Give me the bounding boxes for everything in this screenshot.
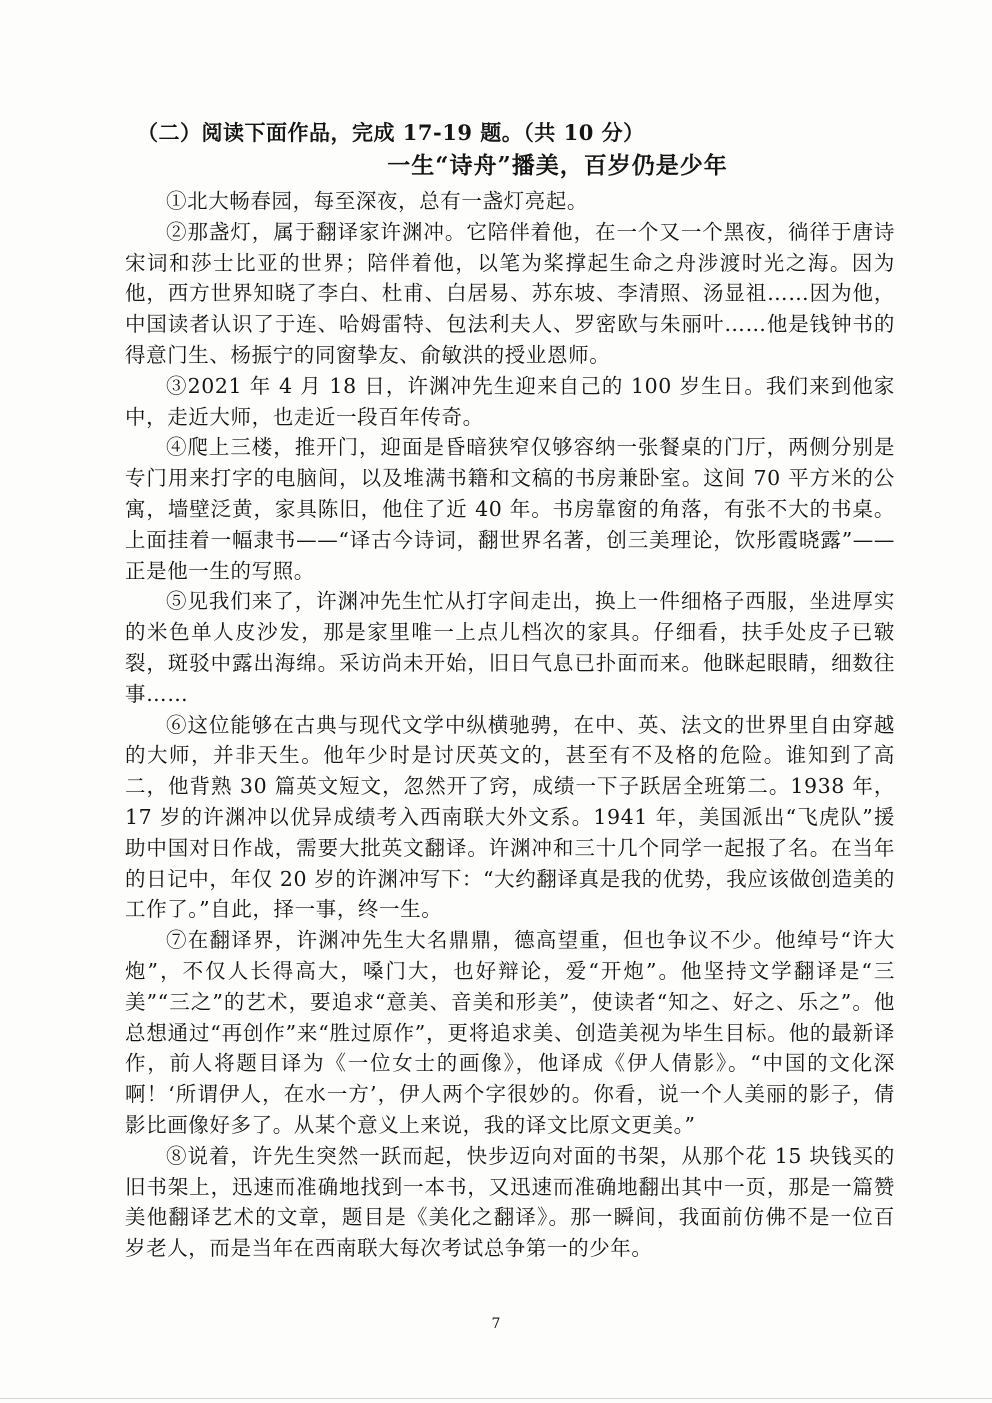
paragraph-5: ⑤见我们来了，许渊冲先生忙从打字间走出，换上一件细格子西服，坐进厚实的米色单人皮沙发，那是家里唯一上点儿档次的家具。仔细看，扶手处皮子已皲裂，斑驳中露出海绵。采访尚未开始，旧日气息已扑面而来。他眯起眼睛，细数往事…… <box>125 589 895 706</box>
paragraph-2: ②那盏灯，属于翻译家许渊冲。它陪伴着他，在一个又一个黑夜，徜徉于唐诗宋词和莎士比亚的世界；陪伴着他，以笔为桨撑起生命之舟涉渡时光之海。因为他，西方世界知晓了李白、杜甫、白居易、苏东坡、李清照、汤显祖……因为他，中国读者认识了于连、哈姆雷特、包法利夫人、罗密欧与朱丽叶……他是钱钟书的得意门生、杨振宁的同窗挚友、俞敏洪的授业恩师。 <box>125 219 895 367</box>
paragraph-4: ④爬上三楼，推开门，迎面是昏暗狭窄仅够容纳一张餐桌的门厅，两侧分别是专门用来打字的电脑间，以及堆满书籍和文稿的书房兼卧室。这间 70 平方米的公寓，墙壁泛黄，家具陈旧，他住了近 40 年。书房靠窗的角落，有张不大的书桌。上面挂着一幅隶书——“译古今诗词，翻世界名著，创三美理论，饮彤霞晓露”——正是他一生的写照。 <box>125 435 895 583</box>
page-number: 7 <box>491 1316 501 1332</box>
reading-section <box>125 118 895 1264</box>
paragraph-3: ③2021 年 4 月 18 日，许渊冲先生迎来自己的 100 岁生日。我们来到他家中，走近大师，也走近一段百年传奇。 <box>125 373 895 429</box>
paragraph-7: ⑦在翻译界，许渊冲先生大名鼎鼎，德高望重，但也争议不少。他绰号“许大炮”，不仅人长得高大，嗓门大，也好辩论，爱“开炮”。他坚持文学翻译是“三美”“三之”的艺术，要追求“意美、音美和形美”，使读者“知之、好之、乐之”。他总想通过“再创作”来“胜过原作”，更将追求美、创造美视为毕生目标。他的最新译作，前人将题目译为《一位女士的画像》，他译成《伊人倩影》。“中国的文化深啊！‘所谓伊人，在水一方’，伊人两个字很妙的。你看，说一个人美丽的影子，倩影比画像好多了。从某个意义上来说，我的译文比原文更美。” <box>125 928 895 1137</box>
paragraph-1: ①北大畅春园，每至深夜，总有一盏灯亮起。 <box>166 189 588 213</box>
paragraph-6: ⑥这位能够在古典与现代文学中纵横驰骋，在中、英、法文的世界里自由穿越的大师，并非天生。他年少时是讨厌英文的，甚至有不及格的危险。谁知到了高二，他背熟 30 篇英文短文，忽然开了窍，成绩一下子跃居全班第二。1938 年，17 岁的许渊冲以优异成绩考入西南联大外文系。1941 年，美国派出“飞虎队”援助中国对日作战，需要大批英文翻译。许渊冲和三十几个同学一起报了名。在当年的日记中，年仅 20 岁的许渊冲写下：“大约翻译真是我的优势，我应该做创造美的工作了。”自此，择一事，终一生。 <box>125 712 895 922</box>
article-body <box>125 186 895 1264</box>
section-header: （二）阅读下面作品，完成 17-19 题。（共 10 分） <box>137 120 645 145</box>
paragraph-8: ⑧说着，许先生突然一跃而起，快步迈向对面的书架，从那个花 15 块钱买的旧书架上，迅速而准确地找到一本书，又迅速而准确地翻出其中一页，那是一篇赞美他翻译艺术的文章，题目是《美化之翻译》。那一瞬间，我面前仿佛不是一位百岁老人，而是当年在西南联大每次考试总争第一的少年。 <box>125 1143 895 1261</box>
bottom-divider <box>0 1398 992 1399</box>
article-title: 一生“诗舟”播美，百岁仍是少年 <box>387 152 728 179</box>
